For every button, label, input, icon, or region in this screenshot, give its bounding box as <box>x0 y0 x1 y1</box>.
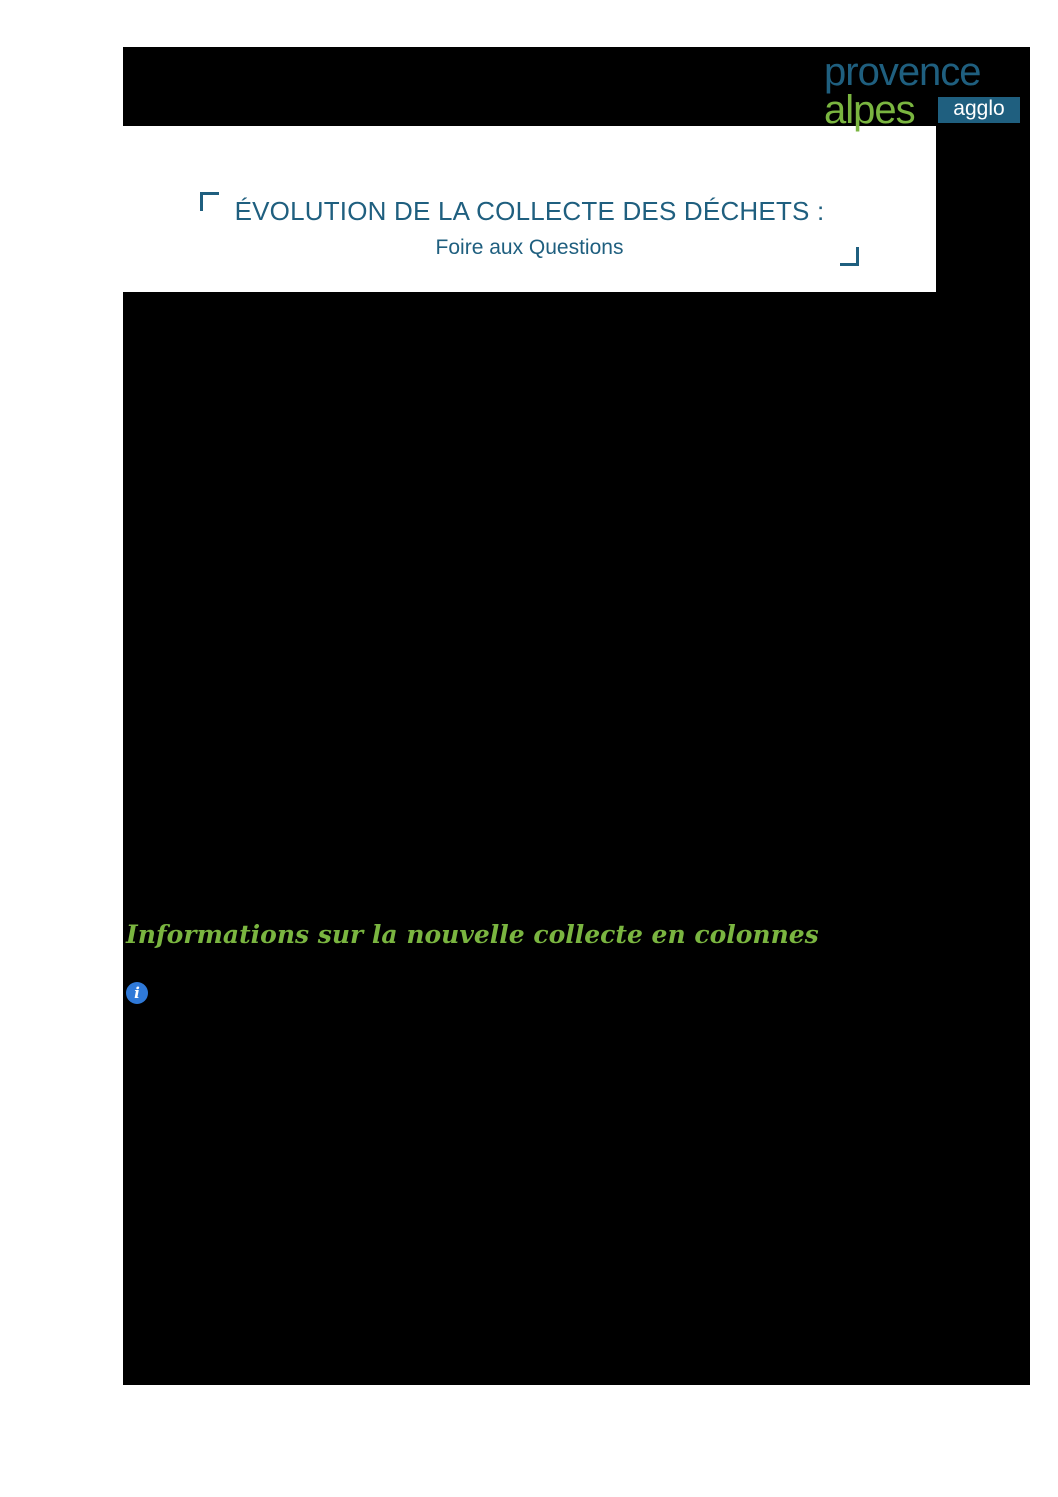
list-item-text: entre 2010 et 2025. <box>716 1087 857 1104</box>
faq-lead: L’enjeu de cette réorganisation de la collecte des déchets est triple : <box>126 1037 595 1054</box>
intro-heading: Les enjeux qui ont amené PAA à faire évoluer son système de collecte des déchets en colonnes en points de collecte <box>126 374 932 416</box>
faq-question-text: Pourquoi avoir choisi ce mode de collecte en colonnes et pas en porte-à-porte ? <box>157 984 752 1001</box>
intro-paragraph-2 <box>126 570 932 770</box>
logo-line-alpes: alpes <box>824 88 915 132</box>
provence-alpes-agglo-logo <box>824 52 1024 148</box>
intro-p2-part-c: . Sans ce projet d’évolution de la collecte de nos déchets, nous ne pourrions contenir les fortes augmentations de fiscalité pour l’agglomération et donc pour les habitants. Autrement dit le coût de l’inaction en maintenant une collecte en bacs roulants en point de regroupement, serait considérable et imposerait à l’Agglomération d’augmenter tous les 2 ans en moyenne de 20% la facture de la Taxe d’Ordures ménagères (TEOM) pour ses habitants. <box>126 649 932 766</box>
logo-line-provence: provence <box>824 50 981 94</box>
faq-closing-paragraph: Pour répondre à ces enjeux il fallait adopter une solution rapide à mettre en place, qui permettrait de diminuer les coûts de fonctionnement et qui encouragerait le geste de tri. La mise en place de points de collecte est la méthode qui répond le mieux à ces deux impératifs. C’est d’ailleurs pour cela que beaucoup de territoires du <box>126 1314 932 1381</box>
intro-paragraph-3: Provence Alpes Agglomération a conscience que cette nouvelle collecte est susceptible de demander à chacun de faire évoluer ses habitudes, tout comme elle demande de l’adaptation dans la nouvelle organisation pour ses services. Nous comptons ainsi sur le sens civique et des responsabilités de chacun dans cet effort de réduction des déchets que l’Agglomération ne peut assumer seule. <box>126 799 932 891</box>
faq-bullet-list <box>126 1083 990 1283</box>
intro-paragraph-1: La gestion des déchets est devenue un enjeu économique et écologique majeur pour les collectivités. Pour faire face à la forte augmentation du coût de traitement des ordures ménagères et répondre aux obligations réglementaires et environnementales qui nous imposent une réduction de moitié de nos déchets en centre d’enfouissement, après 2 ans d’étude, l’Agglomération a dû repenser sa stratégie globale de gestion des déchets. <box>126 424 932 516</box>
list-item <box>190 1233 990 1283</box>
list-item-bold: Diminuer rapidement nos déchets enfouis <box>190 1112 502 1129</box>
list-item <box>190 1083 990 1108</box>
list-item-text: qui sont un héritage potentiellement polluant que nous laissons à nos enfants et petit-enfants et qui sont à l’origine de 3% des GES produits en France. <box>190 1237 963 1279</box>
intro-p2-highlight: tonnages d’ordures ménagères rapidement réduire de 15 à 20% <box>126 624 932 666</box>
page-subtitle: Foire aux Questions <box>435 236 624 259</box>
faq-question <box>126 982 932 1008</box>
list-item-text: pour ne pas avoir à augmenter la taxe d’enlèvement des ordures ménagères. En effet, le législateur a décidé d’augmenter de 160% la taxe générale sur les activités polluantes en 5 ans et diminuer les autorisations d’enfouissement. Pour ne pas augmenter nos impôts nous devons tous ensemble diminuer les ordures ménagères en triant nos déchets recyclables et, si possible, en compostant nos déchets de cuisine. <box>190 1112 983 1229</box>
page-title: ÉVOLUTION DE LA COLLECTE DES DÉCHETS : <box>234 196 825 226</box>
list-item <box>190 1108 990 1233</box>
logo-badge-agglo: agglo <box>938 97 1020 123</box>
list-item-bold: Limiter l’impact écologique de nos déchets <box>190 1237 510 1254</box>
list-item-bold: Respecter la loi qui impose que nous réduisions de moitié nos déchets <box>190 1087 717 1104</box>
section-title: Informations sur la nouvelle collecte en colonnes <box>126 920 819 949</box>
intro-p2-part-a: PAA a donc fait le choix de faire évoluer son système de collecte en regroupant tous les flux en seul point de collecte avec pour objectif de diminuer efficacement nos ordures ménagères tout en améliorant le tri. Les collectivités voisines ayant déjà mis en place ce système ont vu leur <box>126 574 932 641</box>
info-icon: i <box>126 982 148 1004</box>
